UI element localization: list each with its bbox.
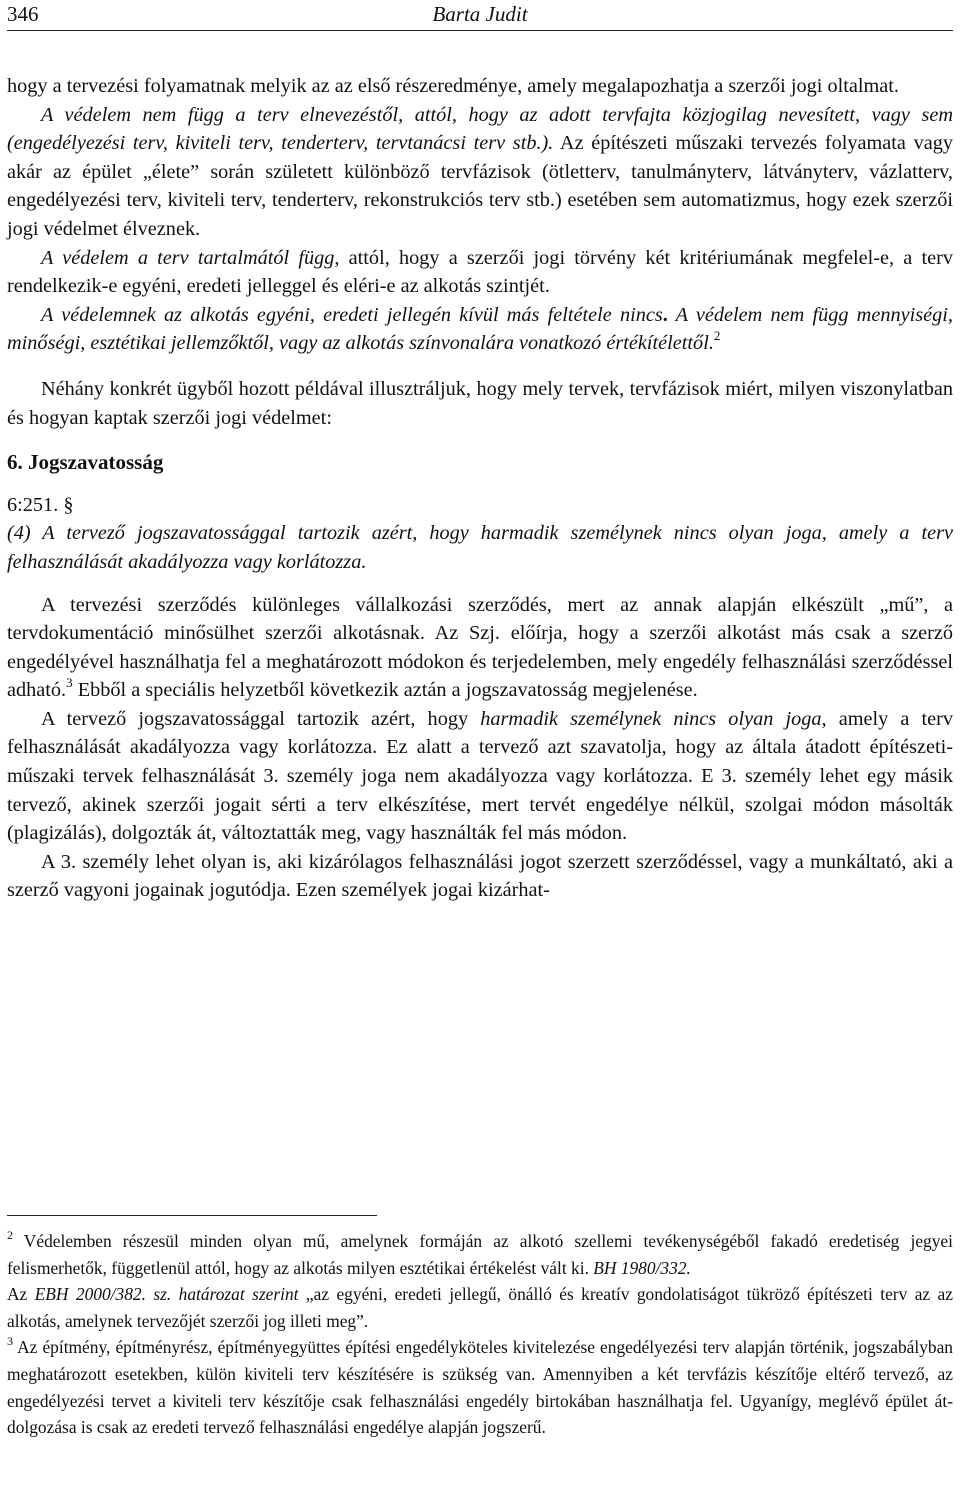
footnote-2b-text: Az [7, 1284, 35, 1305]
law-reference: 6:251. [7, 493, 64, 516]
paragraph-4-period: . [662, 303, 668, 326]
law-text: (4) A tervező jogszavatossággal tartozik azért, hogy harmadik személynek nincs olyan joga, amely a terv felhasználását akadályozza vagy korlátozza. [7, 522, 953, 573]
paragraph-6-text: A tervezési szerződés különleges vállalkozási szerződés, mert az annak alapján elkészült „mű”, a tervdokumentáció minősülhet szerzői alkotásnak. Az Szj. előírja, hogy a szerzői alkotást más csak a szerző engedélyével használhatja fel a meghatározott módokon és terjedelemben, mely engedély felhasználási szerződéssel adható. [7, 593, 953, 702]
paragraph-3-emphasis: A védelem a terv tartalmától függ [41, 246, 335, 269]
body-text [7, 72, 953, 905]
running-title: Barta Judit [432, 2, 528, 26]
paragraph-2-text: Az építészeti műszaki tervezés folyamata vagy akár az épület „élete” során született különböző tervfázisok (ötletterv, tanulmányterv, látványterv, vázlatterv, engedélyezési terv, kiviteli terv, tenderterv, rekonstrukciós terv stb.) esetében sem automatizmus, hogy ezek szerzői jogi védelmet élveznek. [7, 132, 953, 240]
paragraph-8 [7, 848, 953, 905]
footnote-ref-2[interactable]: 2 [713, 328, 721, 344]
footnote-ref-3[interactable]: 3 [66, 675, 73, 691]
paragraph-4-emphasis-2: A védelem nem függ mennyiségi, minőségi, esztétikai jellemzőktől, vagy az alkotás színvonalára vonatkozó értékítélettől. [7, 303, 953, 355]
paragraph-5-text: Néhány konkrét ügyből hozott példával illusztráljuk, hogy mely tervek, tervfázisok miért, milyen viszonylatban és hogyan kaptak szerzői jogi védelmet: [7, 377, 953, 429]
law-citation [7, 491, 953, 577]
running-header [7, 2, 953, 31]
paragraph-6 [7, 591, 953, 705]
paragraph-7-emphasis: harmadik személynek nincs olyan joga [480, 707, 822, 730]
section-symbol: § [63, 493, 74, 516]
footnote-2b-citation: EBH 2000/382. sz. határozat szerint [34, 1284, 299, 1305]
paragraph-7-text-2: , amely a terv felhasználását akadályozza vagy korlátozza. Ez alatt a tervező azt szavatolja, hogy az általa átadott építészeti-műszaki tervek felhasználását 3. személy joga nem akadályozza vagy korlátozza. E 3. személy lehet egy másik tervező, akinek szerzői jogait sérti a terv elkészítése, mert tervét engedélye nélkül, szolgai módon másolták (plagizálás), dolgozták át, változtatták meg, vagy használták fel más módon. [7, 707, 953, 845]
paragraph-7-text: A tervező jogszavatossággal tartozik azért, hogy [41, 707, 481, 730]
paragraph-1-text: hogy a tervezési folyamatnak melyik az az első részeredménye, amely megalapozhatja a szerzői jogi oltalmat. [7, 75, 899, 97]
footnote-2-continuation [7, 1281, 953, 1334]
paragraph-3 [7, 244, 953, 301]
footnote-3-number: 3 [7, 1334, 13, 1349]
footnote-2-number: 2 [7, 1228, 13, 1242]
footnote-2-citation: BH 1980/332. [593, 1257, 691, 1278]
footnote-2 [7, 1228, 953, 1281]
paragraph-7 [7, 705, 953, 848]
footnote-divider [7, 1215, 377, 1216]
paragraph-4 [7, 301, 953, 358]
paragraph-8-text: A 3. személy lehet olyan is, aki kizárólagos felhasználási jogot szerzett szerződéssel, vagy a munkáltató, aki a szerző vagyoni jogainak jogutódja. Ezen személyek jogai kizárhat- [7, 850, 953, 902]
footnote-3-text: Az építmény, építményrész, építményegyüttes építési engedélyköteles kivitelezése engedélyezési terv alapján történik, jogszabályban meghatározott esetekben, külön kiviteli terv készítésére is szükség van. Amennyiben a két tervfázis készítője eltérő tervező, az engedélyezési tervet a kiviteli terv készítője csak felhasználási engedély birtokában használhatja fel. Ugyanígy, meglévő épület átdolgozása is csak az eredeti tervező felhasználási engedélye alapján jogszerű. [7, 1337, 953, 1438]
footnote-2b-text-2: „az egyéni, eredeti jellegű, önálló és kreatív gondolatiságot tükröző építészeti terv az az alkotás, amelynek tervezőjét szerzői jog illeti meg”. [7, 1284, 953, 1331]
section-heading: 6. Jogszavatosság [7, 450, 164, 475]
paragraph-2 [7, 101, 953, 244]
paragraph-2-emphasis: A védelem nem függ a terv elnevezéstől, attól, hogy az adott tervfajta közjogilag nevesített, vagy sem (engedélyezési terv, kiviteli terv, tenderterv, tervtanácsi terv stb.). [7, 103, 953, 155]
paragraph-5 [7, 375, 953, 432]
footnote-3 [7, 1334, 953, 1440]
paragraph-1 [7, 72, 953, 101]
footnotes [7, 1228, 953, 1441]
paragraph-4-emphasis: A védelemnek az alkotás egyéni, eredeti jellegén kívül más feltétele nincs [41, 303, 663, 326]
paragraph-3-text: , attól, hogy a szerzői jogi törvény két kritériumának megfelel-e, a terv rendelkezik-e egyéni, eredeti jelleggel és eléri-e az alkotás szintjét. [7, 246, 953, 298]
paragraph-6-text-2: Ebből a speciális helyzetből következik aztán a jogszavatosság megjelenése. [72, 679, 698, 702]
page-number: 346 [7, 2, 39, 26]
footnote-2-text: Védelemben részesül minden olyan mű, amelynek formáján az alkotó szellemi tevékenységéből fakadó eredetiség jegyei felismerhetők, függetlenül attól, hogy az alkotás milyen esztétikai értékelést vált ki. [7, 1231, 953, 1278]
